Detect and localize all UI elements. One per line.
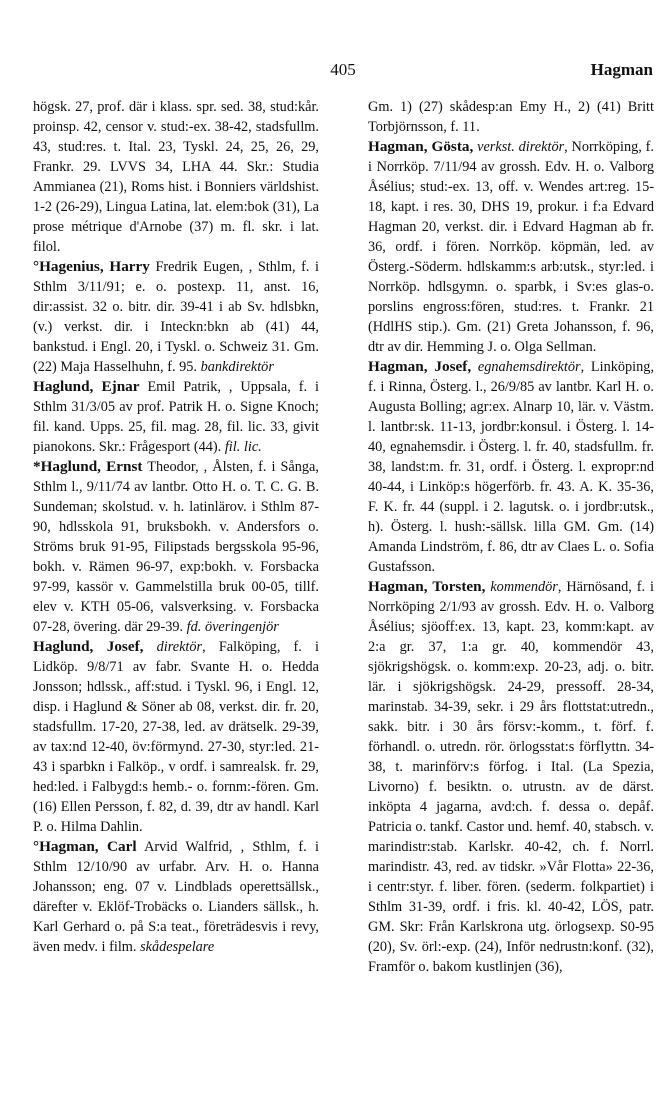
entry-text: , Härnösand, f. i Norrköping 2/1/93 av grossh. Edv. H. o. Valborg Åsélius; sjöoff:ex. 13, kapt. 23, komm:kapt. av 2:a gr. 37, 1:a gr. 40, kommendör 43, sjökrigshögsk. o. komm:exp. 20-23, adj. o. bitr. lär. i sjökrigshögsk. 24-29, pressoff. 28-34, marinstab. 34-39, sekr. i 29 års flottstat:utredn., sakk. bitr. i 30 års försv:-komm., t. förf. f. förhandl. o. utredn. rör. örlogsstat:s förflyttn. 34-38, t. marinförv:s förfog. i Ital. (La Spezia, Livorno) f. besiktn. o. utrustn. av de därst. inköpta 4 jagarna, avd:ch. f. dessa o. depåf. Patricia o. tankf. Castor und. hemf. 40, stabsch. v. marindistr:stab. Karlskr. 40-42, ch. f. Norrl. marindistr. 43, red. av tidskr. »Vår Flotta» 22-36, i centr:styr. f. liber. fören. (sederm. folkpartiet) i Sthlm 31-39, ordf. i fris. kl. 40-42, LÖS, patr. GM. Skr: Från Karlskrona utg. örlogsexp. S0-95 (20), Sv. örl:-exp. (24), Inför nedrustn:konf. (32), Framför o. bakom kustlinjen (36), [368,579,654,975]
entry-text: , Falköping, f. i Lidköp. 9/8/71 av fabr. Svante H. o. Hedda Jonsson; hdlssk., aff:stud. i Tyskl. 96, i Engl. 12, disp. i Haglund & Söner ab 08, verkst. dir. fr. 20, stadsfullm. 17-20, 27-38, led. av drätselk. 29-39, av tax:nd 12-40, öv:förmynd. 27-30, styr:led. 21-43 i sparbkn i Falköp., v ordf. i samrealsk. fr. 29, hed:led. i Falbygd:s hemb.- o. fornm:-fören. Gm. (16) Ellen Persson, f. 82, d. 39, dtr av handl. Karl P. o. Hilma Dahlin. [33,639,319,835]
entry-hagman-josef [368,357,654,577]
page-number: 405 [330,60,356,79]
entry-name: *Haglund, Ernst [33,458,143,475]
entry-text: , Norrköping, f. i Norrköp. 7/11/94 av grossh. Edv. H. o. Valborg Åsélius; stud:-ex. 13, off. v. Wendes art:reg. 15-18, kapt. i res. 30, DHS 19, prokur. i f:a Edvard Hagman 20, verkst. dir. i Edvard Hagman ab fr. 36, ordf. i fören. Norrköp. köpmän, led. av Österg.-Söderm. hdlskamm:s arb:utsk., styr:led. i Norrköp. hdlsgymn. o. sparbk, i Sv:es glas-o. porslins engross:fören, stud:res. t. Frankr. 21 (HdlHS stip.). Gm. (21) Greta Johansson, f. 96, dtr av dir. Hemming J. o. Olga Sellman. [368,139,654,355]
entry-text: högsk. 27, prof. där i klass. spr. sed. 38, stud:kår. proinsp. 42, censor v. stud:-ex. 38-42, stadsfullm. 43, stud:res. t. Ital. 23, Tyskl. 24, 25, 26, 29, Frankr. 29. LVVS 34, LHA 44. Skr.: Studia Ammianea (21), Roms hist. i Bonniers världshist. 1-2 (26-29), Lingua Latina, lat. elem:bok (31), La prose métrique d'Arnobe (37) m. fl. skr. i lat. filol. [33,99,319,255]
entry-title: skådespelare [140,939,215,955]
entry-name: Hagman, Josef, [368,358,472,375]
entry-name: Haglund, Josef, [33,638,144,655]
right-column [368,97,654,977]
entry-continuation [33,97,319,257]
entry-name: °Hagman, Carl [33,838,137,855]
entry-text: , Linköping, f. i Rinna, Österg. l., 26/9/85 av lantbr. Karl H. o. Augusta Bolling; agr:ex. Alnarp 10, lär. v. Västm. l. lantbr:sk. 11-13, jordbr:konsul. i Österg. l. 14-40, egnahemsdir. i Österg. l. fr. 40, stadsfullm. fr. 38, landst:m. fr. 31, ordf. i Österg. l. expropr:nd 40-44, i Linköp:s högerförb. fr. 43. A. K. 35-36, F. K. fr. 44 (suppl. i 2. lagutsk. o. i jordbr:utsk., h). Österg. l. hush:-sällsk. lilla GM. Gm. (14) Amanda Lindström, f. 86, dtr av Claes L. o. Sofia Gustafsson. [368,359,655,575]
entry-title: fd. överingenjör [186,619,279,635]
entry-name: Haglund, Ejnar [33,378,140,395]
entry-text: Arvid Walfrid, , Sthlm, f. i Sthlm 12/10/90 av urfabr. Arv. H. o. Hanna Johansson; eng. 07 v. Lindblads operettsällsk., därefter v. Eklöf-Trobäcks o. Lianders sällsk., h. Karl Gerhard o. på S:a teat., företrädesvis i revy, även medv. i film. [33,839,319,955]
entry-text: Emil Patrik, , Uppsala, f. i Sthlm 31/3/05 av prof. Patrik H. o. Signe Knoch; fil. kand. Upps. 25, fil. mag. 28, fil. lic. 33, givit pianokons. Skr.: Frågesport (44). [33,379,320,455]
entry-title: kommendör [490,579,558,595]
entry-text: Fredrik Eugen, , Sthlm, f. i Sthlm 3/11/91; e. o. postexp. 11, anst. 16, dir:assist. 32 o. bitr. dir. 39-41 i ab Sv. hdlsbkn, (v.) verkst. dir. i Inteckn:bkn ab (41) 44, bankstud. i Engl. 20, i Tyskl. o. Schweiz 31. Gm. (22) Maja Hasselhuhn, f. 95. [33,259,319,375]
entry-continuation [368,97,654,137]
page-header [33,60,653,86]
running-head: Hagman [590,60,653,79]
entry-hagman-carl [33,837,319,957]
entry-name: Hagman, Gösta, [368,138,474,155]
entry-name: Hagman, Torsten, [368,578,486,595]
entry-text: Gm. 1) (27) skådesp:an Emy H., 2) (41) Britt Torbjörnsson, f. 11. [368,99,654,135]
entry-hagman-torsten [368,577,654,977]
entry-haglund-josef [33,637,319,837]
entry-haglund-ernst [33,457,319,637]
entry-title: direktör [156,639,203,655]
entry-title: egnahemsdirektör [477,359,581,375]
entry-haglund-ejnar [33,377,319,457]
left-column [33,97,319,957]
entry-hagman-gosta [368,137,654,357]
entry-text: Theodor, , Ålsten, f. i Sånga, Sthlm l., 9/11/74 av lantbr. Otto H. o. T. C. G. B. Sundeman; skolstud. v. h. latinlärov. i Sthlm 87-90, hdlsskola 91, bruksbokh. v. Andersfors o. Ströms bruk 91-95, Filipstads bergsskola 95-96, bokh. v. Rämen 96-97, exp:bokh. v. Forsbacka 97-99, kassör v. Gammelstilla bruk 00-05, tillf. elev v. KTH 05-06, valsverksing. v. Forsbacka 07-28, övering. där 29-39. [33,459,319,635]
entry-name: °Hagenius, Harry [33,258,150,275]
entry-hagenius-harry [33,257,319,377]
entry-title: verkst. direktör [477,139,565,155]
entry-title: bankdirektör [200,359,274,375]
entry-title: fil. lic. [224,439,262,455]
